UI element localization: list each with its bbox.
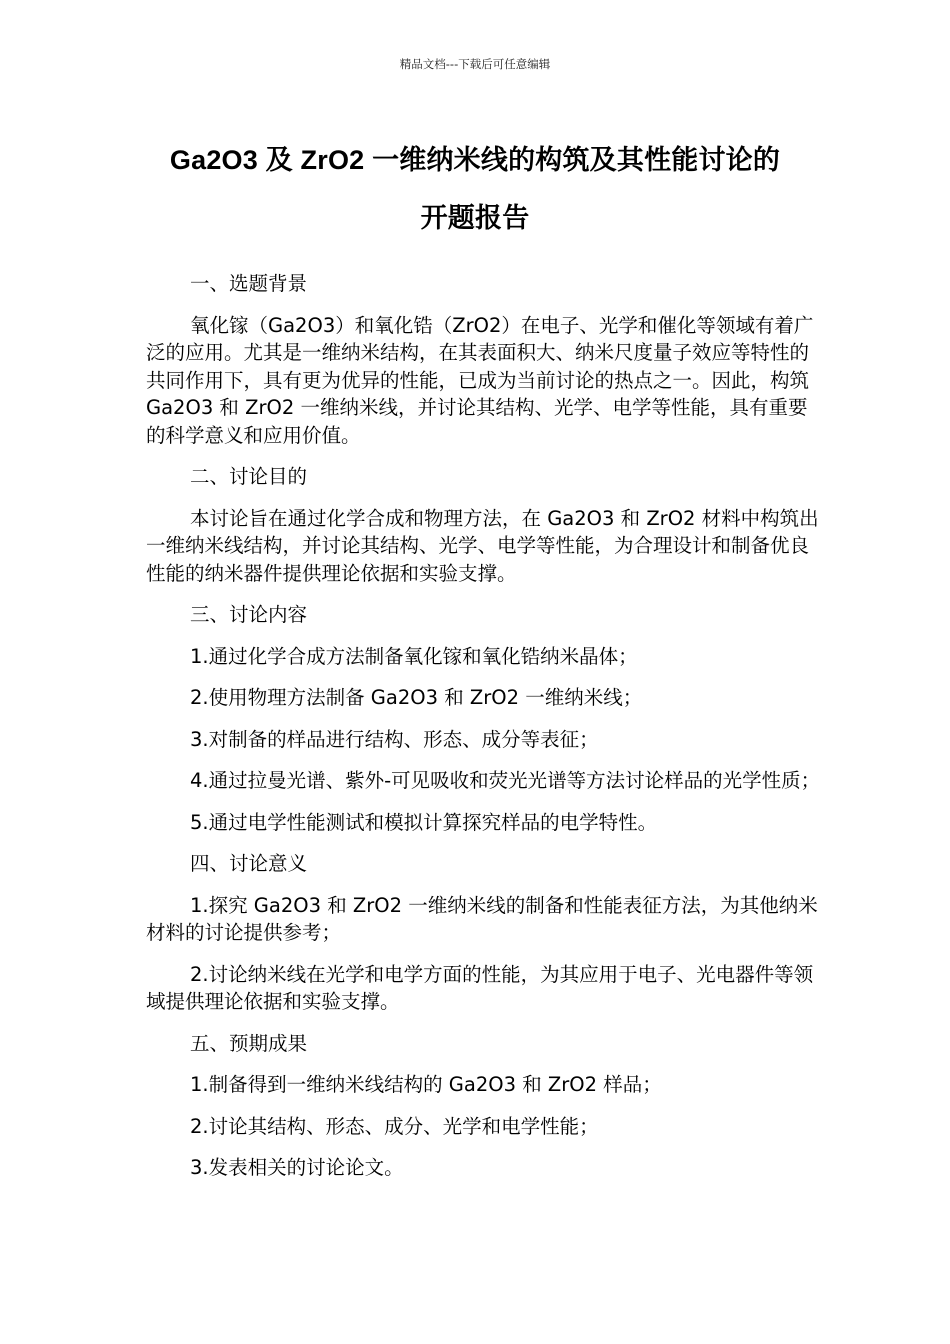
page-header: 精品文档---下载后可任意编辑 [399, 57, 551, 71]
list-item-significance-2: 2.讨论纳米线在光学和电学方面的性能，为其应用于电子、光电器件等领域提供理论依据和实验支撑。 [146, 962, 814, 1013]
list-item-significance-1: 1.探究 Ga2O3 和 ZrO2 一维纳米线的制备和性能表征方法，为其他纳米材料的讨论提供参考； [146, 893, 818, 944]
list-item-content-4: 4.通过拉曼光谱、紫外-可见吸收和荧光光谱等方法讨论样品的光学性质； [190, 769, 821, 792]
document-body [146, 270, 821, 1196]
list-item-outcome-3: 3.发表相关的讨论论文。 [190, 1156, 404, 1179]
document-title-line-2: 开题报告 [420, 203, 530, 233]
section-heading-background: 一、选题背景 [190, 272, 308, 295]
section-heading-content: 三、讨论内容 [190, 603, 308, 626]
section-heading-significance: 四、讨论意义 [190, 852, 308, 875]
list-item-outcome-1: 1.制备得到一维纳米线结构的 Ga2O3 和 ZrO2 样品； [190, 1073, 662, 1096]
list-item-content-3: 3.对制备的样品进行结构、形态、成分等表征； [190, 727, 599, 751]
list-item-content-1: 1.通过化学合成方法制备氧化镓和氧化锆纳米晶体； [190, 644, 638, 668]
section-heading-purpose: 二、讨论目的 [190, 465, 308, 488]
list-item-outcome-2: 2.讨论其结构、形态、成分、光学和电学性能； [190, 1114, 599, 1138]
paragraph-background: 氧化镓（Ga2O3）和氧化锆（ZrO2）在电子、光学和催化等领域有着广泛的应用。尤其是一维纳米结构，在其表面积大、纳米尺度量子效应等特性的共同作用下，具有更为优异的性能，已成为当前讨论的热点之一。因此，构筑 Ga2O3 和 ZrO2 一维纳米线，并讨论其结构、光学、电学等性能，具有重要的科学意义和应用价值。 [146, 313, 814, 447]
list-item-content-5: 5.通过电学性能测试和模拟计算探究样品的电学特性。 [190, 810, 658, 834]
paragraph-purpose: 本讨论旨在通过化学合成和物理方法，在 Ga2O3 和 ZrO2 材料中构筑出一维纳米线结构，并讨论其结构、光学、电学等性能，为合理设计和制备优良性能的纳米器件提供理论依据和实验支撑。 [146, 506, 819, 585]
list-item-content-2: 2.使用物理方法制备 Ga2O3 和 ZrO2 一维纳米线； [190, 686, 643, 709]
section-heading-outcomes: 五、预期成果 [190, 1031, 308, 1055]
document-title-line-1: Ga2O3 及 ZrO2 一维纳米线的构筑及其性能讨论的 [169, 145, 781, 175]
